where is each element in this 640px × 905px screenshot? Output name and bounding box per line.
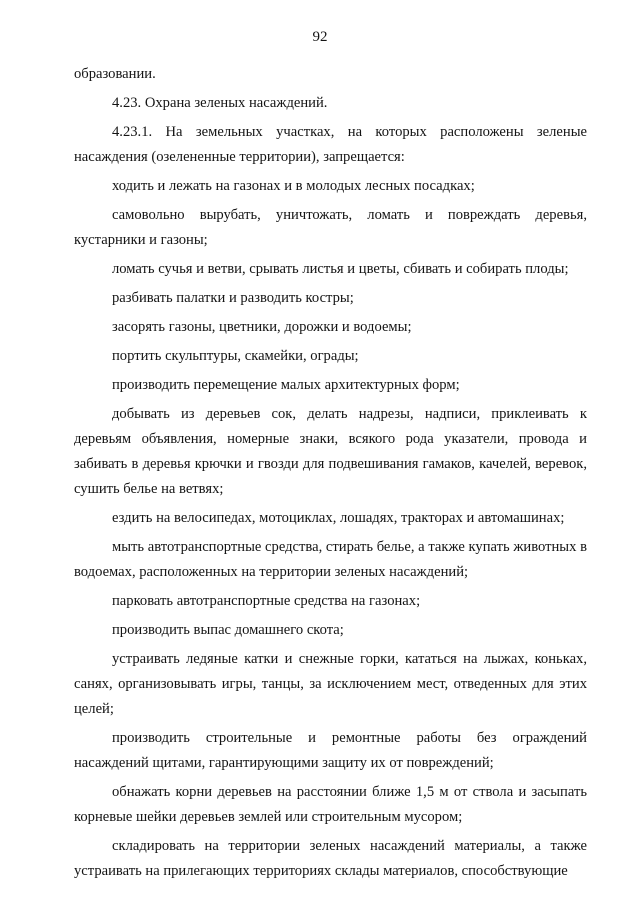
page-number: 92	[312, 29, 328, 45]
list-item: устраивать ледяные катки и снежные горки, кататься на лыжах, коньках, санях, организовывать игры, танцы, за исключением мест, отведенных для этих целей;	[74, 651, 587, 717]
list-item: ездить на велосипедах, мотоциклах, лошадях, тракторах и автомашинах;	[112, 510, 565, 526]
list-item: разбивать палатки и разводить костры;	[112, 290, 354, 306]
list-item: производить строительные и ремонтные работы без ограждений насаждений щитами, гарантирующими защиту их от повреждений;	[74, 730, 587, 771]
list-item: складировать на территории зеленых насаждений материалы, а также устраивать на прилегающих территориях склады материалов, способствующие	[74, 838, 587, 879]
subsection-paragraph: 4.23.1. На земельных участках, на которых расположены зеленые насаждения (озелененные территории), запрещается:	[74, 124, 587, 165]
list-item: производить выпас домашнего скота;	[112, 622, 344, 638]
list-item: производить перемещение малых архитектурных форм;	[112, 377, 460, 393]
paragraph-continuation: образовании.	[74, 66, 156, 82]
list-item: мыть автотранспортные средства, стирать белье, а также купать животных в водоемах, расположенных на территории зеленых насаждений;	[74, 539, 587, 580]
list-item: засорять газоны, цветники, дорожки и водоемы;	[112, 319, 412, 335]
section-heading: 4.23. Охрана зеленых насаждений.	[112, 95, 328, 111]
list-item: добывать из деревьев сок, делать надрезы, надписи, приклеивать к деревьям объявления, номерные знаки, всякого рода указатели, провода и забивать в деревья крючки и гвозди для подвешивания гамаков, качелей, веревок, сушить белье на ветвях;	[74, 406, 587, 497]
body-text	[74, 62, 587, 888]
list-item: ломать сучья и ветви, срывать листья и цветы, сбивать и собирать плоды;	[112, 261, 569, 277]
list-item: парковать автотранспортные средства на газонах;	[112, 593, 421, 609]
list-item: самовольно вырубать, уничтожать, ломать и повреждать деревья, кустарники и газоны;	[74, 207, 587, 248]
list-item: портить скульптуры, скамейки, ограды;	[112, 348, 359, 364]
list-item: ходить и лежать на газонах и в молодых лесных посадках;	[112, 178, 475, 194]
list-item: обнажать корни деревьев на расстоянии ближе 1,5 м от ствола и засыпать корневые шейки деревьев землей или строительным мусором;	[74, 784, 587, 825]
